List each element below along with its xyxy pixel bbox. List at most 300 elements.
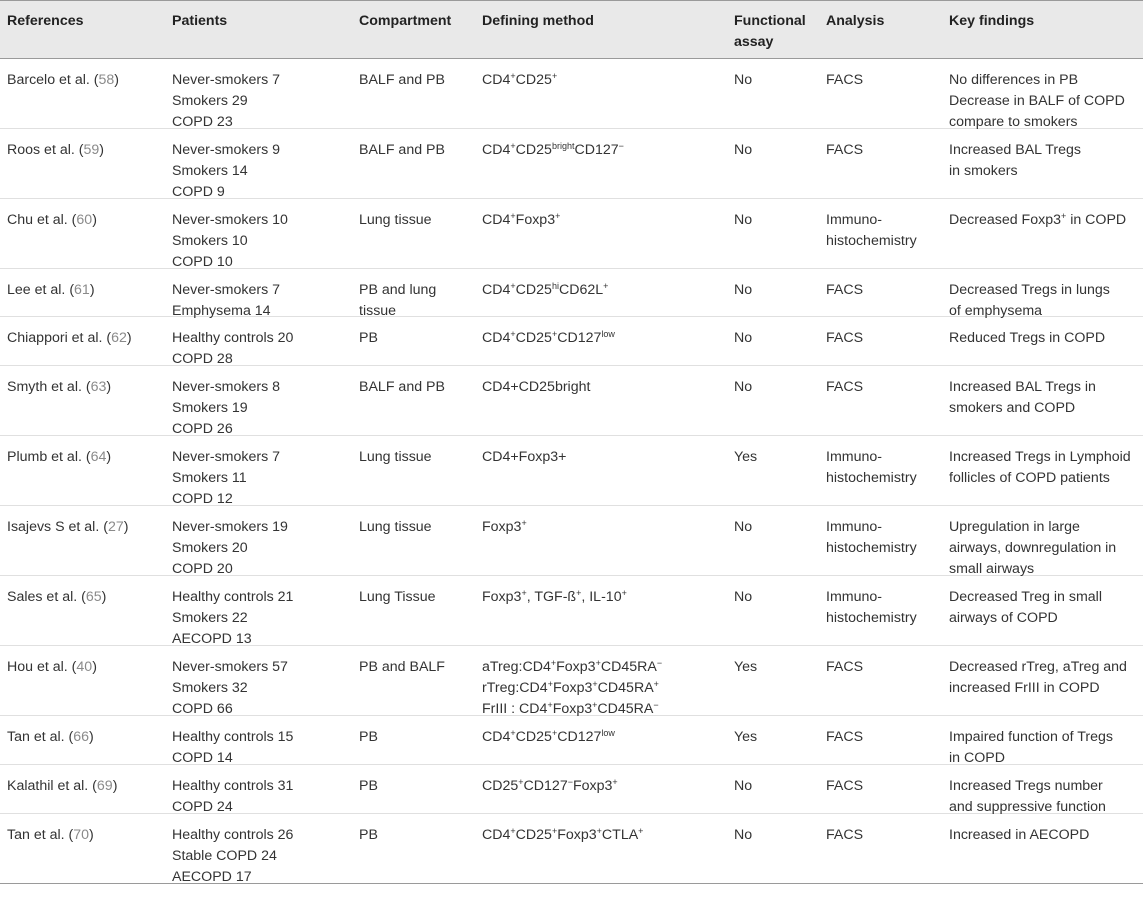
superscript: + [521, 588, 527, 598]
patients-cell [172, 377, 280, 440]
compartment-line: Lung Tissue [359, 589, 436, 605]
superscript: + [510, 71, 516, 81]
superscript: + [510, 141, 516, 151]
defining-method-cell [482, 70, 557, 91]
citation-number: 69 [96, 778, 113, 794]
reference-author: Tan et al. ( [7, 729, 74, 745]
reference-close: ) [89, 282, 95, 298]
compartment-line: PB and BALF [359, 659, 445, 675]
citation-number: 61 [74, 282, 90, 298]
compartment-cell [359, 587, 436, 608]
patients-line: Never-smokers 9 [172, 142, 281, 158]
superscript: + [510, 826, 516, 836]
table-row [0, 129, 1143, 199]
key-findings-cell [949, 587, 1102, 629]
defining-method-cell [482, 825, 643, 846]
table-row [0, 366, 1143, 436]
analysis-line: FACS [826, 827, 864, 843]
findings-line: Increased BAL Tregs [949, 142, 1081, 158]
patients-line: Smokers 11 [172, 470, 247, 486]
functional-assay-cell [734, 70, 752, 91]
reference-close: ) [106, 449, 112, 465]
reference-close: ) [114, 72, 119, 88]
table-row [0, 716, 1143, 765]
superscript: + [510, 329, 516, 339]
superscript: + [592, 679, 598, 689]
reference-author: Plumb et al. ( [7, 449, 91, 465]
reference-cell [7, 140, 104, 161]
method-line: rTreg:CD4+Foxp3+CD45RA+ [482, 679, 659, 696]
analysis-line: FACS [826, 330, 864, 346]
reference-author: Sales et al. ( [7, 589, 86, 605]
method-line: CD4+Foxp3+ [482, 211, 561, 228]
superscript: + [1060, 211, 1067, 221]
reference-author: Tan et al. ( [7, 827, 74, 843]
key-findings-cell [949, 825, 1089, 846]
reference-cell [7, 825, 94, 846]
findings-line: Increased BAL Tregs in [949, 379, 1096, 395]
assay-value: No [734, 72, 753, 88]
analysis-cell [826, 825, 863, 846]
assay-value: No [734, 379, 753, 395]
reference-cell [7, 517, 128, 538]
header-analysis: Analysis [826, 13, 885, 29]
functional-assay-cell [734, 210, 752, 231]
findings-line: increased FrIII in COPD [949, 680, 1100, 696]
assay-value: No [734, 142, 753, 158]
analysis-line: FACS [826, 379, 864, 395]
assay-value: No [734, 519, 753, 535]
reference-cell [7, 447, 111, 468]
findings-line: in smokers [949, 163, 1018, 179]
reference-cell [7, 377, 111, 398]
analysis-line: Immuno- [826, 589, 882, 605]
superscript: + [612, 777, 618, 787]
reference-cell [7, 328, 132, 349]
patients-line: Healthy controls 15 [172, 729, 294, 745]
key-findings-cell [949, 517, 1116, 580]
compartment-line: Lung tissue [359, 519, 432, 535]
reference-cell [7, 210, 97, 231]
compartment-line: PB [359, 778, 378, 794]
reference-author: Chiappori et al. ( [7, 330, 112, 346]
patients-cell [172, 328, 293, 370]
key-findings-cell [949, 70, 1125, 133]
method-line: CD25+CD127−Foxp3+ [482, 777, 618, 794]
analysis-line: FACS [826, 142, 864, 158]
superscript: hi [551, 281, 559, 291]
assay-value: Yes [734, 729, 758, 745]
patients-line: Smokers 20 [172, 540, 248, 556]
analysis-cell [826, 328, 863, 349]
analysis-line: FACS [826, 659, 864, 675]
functional-assay-cell [734, 825, 752, 846]
reference-close: ) [92, 659, 97, 675]
patients-line: Never-smokers 19 [172, 519, 288, 535]
header-references: References [7, 13, 84, 29]
reference-cell [7, 776, 117, 797]
analysis-line: FACS [826, 778, 864, 794]
analysis-line: FACS [826, 282, 864, 298]
method-line: $CD4^+CD25^{hi}CD62L^+$ [482, 281, 609, 298]
reference-author: Kalathil et al. ( [7, 778, 97, 794]
citation-number: 64 [90, 449, 107, 465]
citation-number: 60 [76, 212, 93, 228]
assay-value: Yes [734, 659, 758, 675]
compartment-line: PB [359, 729, 378, 745]
patients-line: AECOPD 17 [172, 869, 252, 885]
patients-line: Healthy controls 31 [172, 778, 294, 794]
superscript: + [547, 679, 553, 689]
findings-line: in COPD [949, 750, 1005, 766]
functional-assay-cell [734, 447, 757, 468]
patients-line: Healthy controls 26 [172, 827, 294, 843]
patients-line: COPD 23 [172, 114, 233, 130]
analysis-line: histochemistry [826, 610, 917, 626]
citation-number: 27 [107, 519, 124, 535]
reference-close: ) [89, 729, 94, 745]
compartment-line: PB [359, 827, 378, 843]
patients-line: Smokers 14 [172, 163, 248, 179]
functional-assay-cell [734, 328, 752, 349]
patients-line: Healthy controls 20 [172, 330, 294, 346]
reference-author: Chu et al. ( [7, 212, 77, 228]
compartment-cell [359, 517, 432, 538]
patients-line: COPD 10 [172, 254, 233, 270]
patients-cell [172, 657, 288, 720]
assay-value: No [734, 212, 753, 228]
patients-line: COPD 9 [172, 184, 225, 200]
superscript: + [551, 826, 558, 836]
functional-assay-cell [734, 657, 757, 678]
superscript: + [555, 211, 561, 221]
header-compartment: Compartment [359, 13, 452, 29]
compartment-cell [359, 280, 436, 322]
method-line: CD4+CD25bright [482, 379, 591, 395]
key-findings-cell [949, 657, 1127, 699]
analysis-line: histochemistry [826, 540, 917, 556]
defining-method-cell [482, 377, 590, 398]
patients-line: COPD 14 [172, 750, 233, 766]
functional-assay-cell [734, 727, 757, 748]
reference-close: ) [126, 330, 132, 346]
analysis-cell [826, 776, 863, 797]
key-findings-cell [949, 727, 1113, 769]
compartment-cell [359, 210, 432, 231]
analysis-line: Immuno- [826, 519, 882, 535]
findings-line: airways, downregulation in [949, 540, 1117, 556]
compartment-cell [359, 657, 445, 678]
compartment-cell [359, 140, 445, 161]
superscript: − [618, 141, 624, 151]
patients-line: Smokers 29 [172, 93, 248, 109]
superscript: + [518, 777, 524, 787]
functional-assay-cell [734, 776, 752, 797]
patients-cell [172, 587, 293, 650]
key-findings-cell [949, 447, 1131, 489]
table-row [0, 765, 1143, 814]
key-findings-cell [949, 776, 1106, 818]
reference-cell [7, 70, 119, 91]
compartment-line: Lung tissue [359, 212, 432, 228]
method-line: $CD4^+CD25^+CD127^{low}$ [482, 728, 615, 745]
defining-method-cell [482, 210, 560, 231]
compartment-line: BALF and PB [359, 72, 445, 88]
superscript: + [510, 281, 516, 291]
method-line: CD4+CD25+Foxp3+CTLA+ [482, 826, 644, 843]
findings-line: Decrease in BALF of COPD [949, 93, 1125, 109]
compartment-line: BALF and PB [359, 142, 445, 158]
patients-cell [172, 727, 293, 769]
findings-line: Increased Tregs number [949, 778, 1103, 794]
analysis-line: Immuno- [826, 212, 882, 228]
method-line: CD4+CD25+ [482, 71, 558, 88]
method-line: aTreg:CD4+Foxp3+CD45RA− [482, 658, 663, 675]
reference-close: ) [89, 827, 94, 843]
reference-author: Lee et al. ( [7, 282, 75, 298]
assay-value: No [734, 330, 753, 346]
patients-line: Smokers 22 [172, 610, 248, 626]
findings-line: airways of COPD [949, 610, 1058, 626]
superscript: + [592, 700, 598, 710]
patients-line: COPD 28 [172, 351, 233, 367]
findings-line: follicles of COPD patients [949, 470, 1110, 486]
compartment-line: Lung tissue [359, 449, 432, 465]
superscript: low [601, 329, 615, 339]
patients-cell [172, 776, 293, 818]
key-findings-cell [949, 140, 1081, 182]
patients-line: Emphysema 14 [172, 303, 271, 319]
superscript: + [621, 588, 627, 598]
defining-method-cell [482, 657, 662, 720]
compartment-line: BALF and PB [359, 379, 445, 395]
method-line: $CD4^+CD25^+CD127^{low}$ [482, 329, 615, 346]
analysis-line: FACS [826, 729, 864, 745]
table-row [0, 269, 1143, 317]
header-functional-assay: Functional assay [734, 13, 806, 50]
reference-close: ) [92, 212, 97, 228]
defining-method-cell [482, 140, 624, 161]
patients-line: Healthy controls 21 [172, 589, 294, 605]
superscript: + [510, 728, 516, 738]
patients-line: Never-smokers 7 [172, 282, 281, 298]
patients-line: COPD 26 [172, 421, 233, 437]
defining-method-cell [482, 447, 566, 468]
functional-assay-cell [734, 517, 752, 538]
table-header [0, 0, 1143, 59]
compartment-cell [359, 447, 432, 468]
superscript: − [656, 658, 663, 668]
superscript: + [550, 658, 557, 668]
patients-line: Smokers 32 [172, 680, 248, 696]
header-key-findings: Key findings [949, 13, 1035, 29]
findings-line: and suppressive function [949, 799, 1106, 815]
method-line: Foxp3+, TGF-ß+, IL-10+ [482, 588, 627, 605]
assay-value: No [734, 282, 753, 298]
table-row [0, 576, 1143, 646]
analysis-cell [826, 140, 863, 161]
analysis-cell [826, 587, 917, 629]
reference-cell [7, 587, 106, 608]
reference-author: Isajevs S et al. ( [7, 519, 108, 535]
table-row [0, 59, 1143, 129]
findings-line: No differences in PB [949, 72, 1079, 88]
superscript: + [595, 658, 601, 668]
defining-method-cell [482, 280, 608, 301]
patients-cell [172, 140, 280, 203]
compartment-cell [359, 328, 378, 349]
defining-method-cell [482, 328, 615, 349]
reference-author: Hou et al. ( [7, 659, 77, 675]
reference-author: Barcelo et al. ( [7, 72, 99, 88]
functional-assay-cell [734, 587, 752, 608]
superscript: bright [551, 141, 575, 151]
superscript: + [521, 518, 527, 528]
findings-line: Impaired function of Tregs [949, 729, 1114, 745]
table-row [0, 436, 1143, 506]
analysis-cell [826, 70, 863, 91]
superscript: + [576, 588, 582, 598]
analysis-line: histochemistry [826, 233, 917, 249]
analysis-line: histochemistry [826, 470, 917, 486]
defining-method-cell [482, 587, 627, 608]
superscript: + [551, 728, 558, 738]
analysis-line: Immuno- [826, 449, 882, 465]
findings-line: small airways [949, 561, 1035, 577]
patients-line: COPD 66 [172, 701, 233, 717]
table-body [0, 59, 1143, 884]
reference-close: ) [101, 589, 107, 605]
functional-assay-cell [734, 140, 752, 161]
compartment-cell [359, 377, 445, 398]
patients-line: Never-smokers 8 [172, 379, 281, 395]
citation-number: 40 [76, 659, 93, 675]
patients-cell [172, 517, 288, 580]
patients-line: Never-smokers 57 [172, 659, 288, 675]
reference-author: Roos et al. ( [7, 142, 84, 158]
citation-number: 70 [73, 827, 90, 843]
findings-line: compare to smokers [949, 114, 1078, 130]
header-patients: Patients [172, 13, 228, 29]
superscript: + [653, 679, 659, 689]
method-line: FrIII : CD4+Foxp3+CD45RA− [482, 700, 659, 717]
table-row [0, 506, 1143, 576]
table-row [0, 199, 1143, 269]
superscript: + [547, 700, 553, 710]
defining-method-cell [482, 727, 615, 748]
patients-line: Never-smokers 7 [172, 72, 281, 88]
patients-line: COPD 12 [172, 491, 233, 507]
compartment-line: PB [359, 330, 378, 346]
superscript: + [551, 71, 558, 81]
citation-number: 65 [85, 589, 102, 605]
reference-cell [7, 280, 95, 301]
findings-line: Decreased Foxp3+ in COPD [949, 211, 1127, 228]
method-line: $CD4^+CD25^{bright}CD127^-$ [482, 141, 624, 158]
table-row [0, 646, 1143, 716]
assay-value: No [734, 589, 753, 605]
superscript: + [603, 281, 609, 291]
patients-line: COPD 20 [172, 561, 233, 577]
reference-author: Smyth et al. ( [7, 379, 91, 395]
patients-line: Never-smokers 10 [172, 212, 288, 228]
compartment-line: PB and lung [359, 282, 437, 298]
findings-line: Decreased Treg in small [949, 589, 1102, 605]
findings-line: Increased in AECOPD [949, 827, 1090, 843]
key-findings-cell [949, 328, 1105, 349]
analysis-cell [826, 280, 863, 301]
findings-line: smokers and COPD [949, 400, 1076, 416]
analysis-cell [826, 727, 863, 748]
analysis-line: FACS [826, 72, 864, 88]
key-findings-cell [949, 280, 1110, 322]
patients-line: Smokers 19 [172, 400, 248, 416]
reference-close: ) [99, 142, 105, 158]
assay-value: No [734, 778, 753, 794]
analysis-cell [826, 377, 863, 398]
superscript: + [638, 826, 644, 836]
patients-cell [172, 825, 293, 888]
compartment-cell [359, 70, 445, 91]
defining-method-cell [482, 776, 618, 797]
findings-line: Increased Tregs in Lymphoid [949, 449, 1131, 465]
analysis-cell [826, 517, 917, 559]
key-findings-cell [949, 210, 1126, 231]
compartment-cell [359, 825, 378, 846]
patients-line: COPD 24 [172, 799, 233, 815]
functional-assay-cell [734, 280, 752, 301]
functional-assay-cell [734, 377, 752, 398]
patients-cell [172, 447, 280, 510]
header-defining-method: Defining method [482, 13, 594, 29]
patients-line: Smokers 10 [172, 233, 248, 249]
method-line: Foxp3+ [482, 518, 527, 535]
superscript: low [601, 728, 615, 738]
defining-method-cell [482, 517, 527, 538]
patients-cell [172, 70, 280, 133]
reference-close: ) [123, 519, 129, 535]
citation-number: 66 [73, 729, 90, 745]
superscript: + [510, 211, 516, 221]
reference-cell [7, 727, 94, 748]
table-row [0, 317, 1143, 366]
superscript: − [653, 700, 659, 710]
findings-line: Upregulation in large [949, 519, 1080, 535]
superscript: + [596, 826, 602, 836]
compartment-cell [359, 776, 378, 797]
patients-cell [172, 210, 288, 273]
assay-value: No [734, 827, 753, 843]
findings-line: of emphysema [949, 303, 1043, 319]
citation-number: 58 [98, 72, 115, 88]
compartment-cell [359, 727, 378, 748]
citation-number: 59 [83, 142, 100, 158]
citation-number: 62 [111, 330, 127, 346]
patients-line: Never-smokers 7 [172, 449, 281, 465]
table-row [0, 814, 1143, 884]
analysis-cell [826, 210, 917, 252]
patients-cell [172, 280, 280, 322]
citation-number: 63 [90, 379, 107, 395]
method-line: CD4+Foxp3+ [482, 449, 567, 465]
patients-line: Stable COPD 24 [172, 848, 277, 864]
analysis-cell [826, 447, 917, 489]
superscript: + [551, 329, 558, 339]
findings-line: Decreased Tregs in lungs [949, 282, 1110, 298]
findings-line: Decreased rTreg, aTreg and [949, 659, 1127, 675]
reference-close: ) [106, 379, 112, 395]
reference-close: ) [112, 778, 118, 794]
